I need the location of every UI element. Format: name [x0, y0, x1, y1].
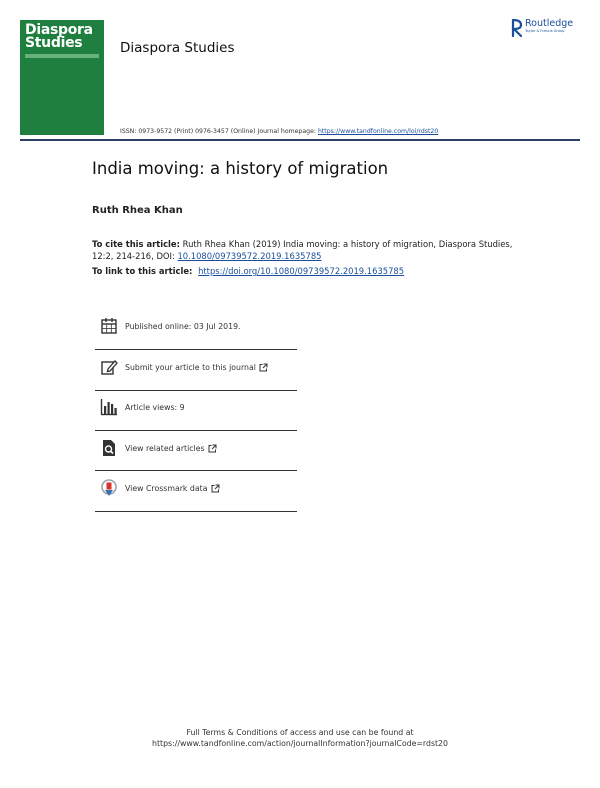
article-title: India moving: a history of migration	[92, 159, 389, 178]
journal-name: Diaspora Studies	[120, 40, 235, 56]
routledge-logo-icon	[511, 18, 523, 38]
external-link-icon	[211, 484, 220, 493]
cover-band	[25, 54, 99, 58]
external-link-icon	[208, 444, 217, 453]
crossmark-link[interactable]	[100, 479, 220, 497]
submit-article-text: Submit your article to this journal	[125, 362, 256, 372]
document-search-icon	[100, 439, 118, 457]
article-link-label: To link to this article:	[92, 266, 193, 276]
external-link-icon	[259, 363, 268, 372]
article-author: Ruth Rhea Khan	[92, 205, 183, 216]
article-views-item	[100, 398, 185, 416]
publisher-name: Routledge	[525, 18, 574, 29]
published-online-text: Published online: 03 Jul 2019.	[125, 321, 241, 331]
meta-divider	[95, 470, 297, 471]
publisher-logo	[511, 18, 573, 38]
doi-link[interactable]: 10.1080/09739572.2019.1635785	[177, 251, 322, 261]
calendar-icon	[100, 317, 118, 335]
edit-icon	[100, 358, 118, 376]
meta-divider	[95, 430, 297, 431]
cover-title-line1: Diaspora	[25, 22, 93, 38]
citation-block	[92, 238, 522, 262]
crossmark-icon	[100, 479, 118, 497]
citation-label: To cite this article:	[92, 239, 180, 249]
terms-footer-line1: Full Terms & Conditions of access and use can be found at	[186, 728, 414, 737]
header-divider	[20, 139, 580, 141]
article-link[interactable]: https://doi.org/10.1080/09739572.2019.1635785	[198, 266, 405, 276]
journal-cover	[20, 20, 104, 135]
related-articles-link[interactable]	[100, 439, 217, 457]
citation-text: Ruth Rhea Khan (2019) India moving: a history of migration, Diaspora Studies, 12:2, 214-216, DOI:	[92, 239, 513, 261]
journal-information-link[interactable]: https://www.tandfonline.com/action/journalInformation?journalCode=rdst20	[152, 739, 448, 748]
meta-divider	[95, 511, 297, 512]
article-link-line	[92, 266, 404, 276]
published-online-item	[100, 317, 241, 335]
meta-divider	[95, 390, 297, 391]
journal-homepage-link[interactable]: https://www.tandfonline.com/loi/rdst20	[317, 128, 439, 135]
meta-divider	[95, 349, 297, 350]
related-articles-text: View related articles	[125, 443, 205, 453]
submit-article-link[interactable]	[100, 358, 268, 376]
article-views-text: Article views: 9	[125, 402, 185, 412]
cover-title-line2: Studies	[25, 35, 83, 51]
publisher-tagline: Taylor & Francis Group	[525, 29, 565, 33]
bar-chart-icon	[100, 398, 118, 416]
terms-footer	[0, 727, 600, 749]
issn-line	[120, 128, 438, 135]
issn-text: ISSN: 0973-9572 (Print) 0976-3457 (Online) Journal homepage:	[120, 128, 316, 135]
crossmark-text: View Crossmark data	[125, 483, 208, 493]
